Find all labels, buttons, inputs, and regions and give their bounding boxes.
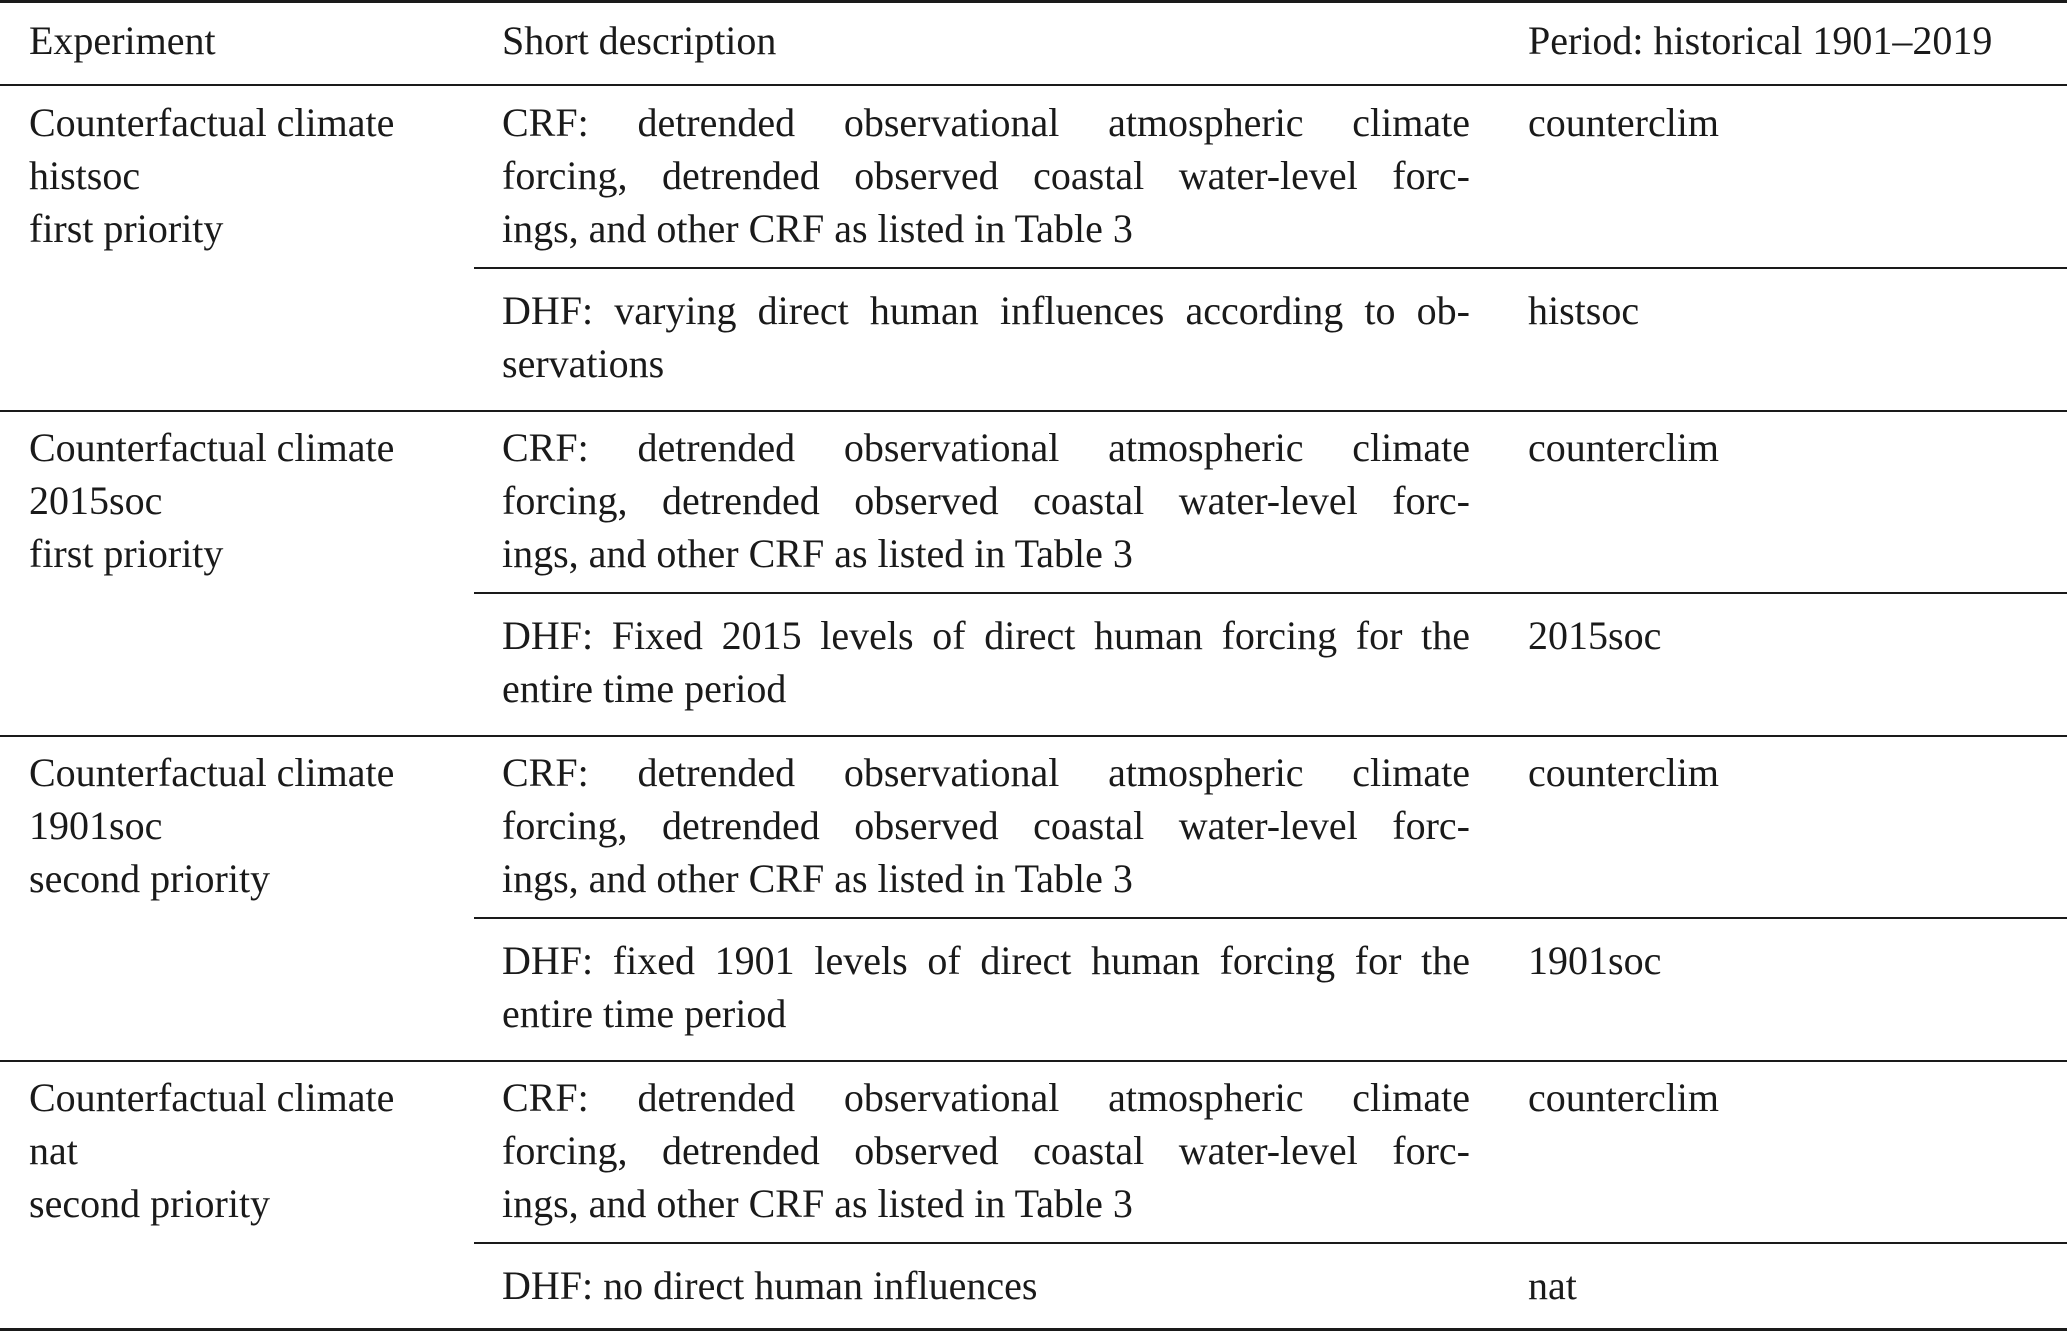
experiment-scenario: histsoc — [29, 153, 141, 198]
dhf-description — [502, 934, 1470, 1040]
description-line: forcing, detrended observed coastal water-level forc- — [502, 478, 1470, 523]
dhf-description — [502, 284, 1470, 390]
crf-period: counterclim — [1528, 100, 1720, 145]
group-3-inner-rule — [474, 917, 2067, 919]
description-line: CRF: detrended observational atmospheric climate — [502, 1075, 1470, 1120]
experiment-cell — [29, 1071, 394, 1230]
experiment-name: Counterfactual climate — [29, 750, 395, 795]
crf-description — [502, 421, 1470, 580]
experiment-scenario: 1901soc — [29, 803, 163, 848]
description-line: servations — [502, 341, 665, 386]
dhf-period: 1901soc — [1528, 938, 1662, 983]
experiment-priority: first priority — [29, 206, 224, 251]
crf-period: counterclim — [1528, 425, 1720, 470]
crf-period: counterclim — [1528, 1075, 1720, 1120]
description-line: entire time period — [502, 991, 787, 1036]
group-4-inner-rule — [474, 1242, 2067, 1244]
experiment-name: Counterfactual climate — [29, 425, 395, 470]
experiment-priority: first priority — [29, 531, 224, 576]
experiment-scenario: nat — [29, 1128, 78, 1173]
dhf-period: nat — [1528, 1263, 1577, 1308]
description-line: entire time period — [502, 666, 787, 711]
crf-description — [502, 746, 1470, 905]
group-2-bottom-rule — [0, 735, 2067, 737]
group-1-inner-rule — [474, 267, 2067, 269]
description-line: ings, and other CRF as listed in Table 3 — [502, 206, 1133, 251]
experiment-name: Counterfactual climate — [29, 100, 395, 145]
header-rule — [0, 84, 2067, 86]
header-period: Period: historical 1901–2019 — [1528, 18, 1993, 63]
description-line: CRF: detrended observational atmospheric climate — [502, 425, 1470, 470]
description-line: DHF: fixed 1901 levels of direct human forcing for the — [502, 938, 1470, 983]
description-line: ings, and other CRF as listed in Table 3 — [502, 1181, 1133, 1226]
crf-description — [502, 96, 1470, 255]
experiment-cell — [29, 421, 394, 580]
group-3-bottom-rule — [0, 1060, 2067, 1062]
description-line: forcing, detrended observed coastal water-level forc- — [502, 803, 1470, 848]
group-1-bottom-rule — [0, 410, 2067, 412]
experiment-priority: second priority — [29, 856, 271, 901]
experiment-priority: second priority — [29, 1181, 271, 1226]
group-2-inner-rule — [474, 592, 2067, 594]
header-experiment: Experiment — [29, 18, 216, 63]
description-line: DHF: varying direct human influences according to ob- — [502, 288, 1470, 333]
experiment-cell — [29, 96, 394, 255]
dhf-period: histsoc — [1528, 288, 1640, 333]
experiment-scenario: 2015soc — [29, 478, 163, 523]
top-rule — [0, 0, 2067, 3]
dhf-description — [502, 1259, 1470, 1312]
dhf-period: 2015soc — [1528, 613, 1662, 658]
description-line: ings, and other CRF as listed in Table 3 — [502, 856, 1133, 901]
crf-period: counterclim — [1528, 750, 1720, 795]
header-description: Short description — [502, 18, 777, 63]
description-line: forcing, detrended observed coastal water-level forc- — [502, 1128, 1470, 1173]
description-line: CRF: detrended observational atmospheric climate — [502, 750, 1470, 795]
description-line: DHF: no direct human influences — [502, 1263, 1038, 1308]
experiment-name: Counterfactual climate — [29, 1075, 395, 1120]
crf-description — [502, 1071, 1470, 1230]
description-line: CRF: detrended observational atmospheric climate — [502, 100, 1470, 145]
description-line: forcing, detrended observed coastal water-level forc- — [502, 153, 1470, 198]
description-line: ings, and other CRF as listed in Table 3 — [502, 531, 1133, 576]
experiment-cell — [29, 746, 394, 905]
description-line: DHF: Fixed 2015 levels of direct human forcing for the — [502, 613, 1470, 658]
dhf-description — [502, 609, 1470, 715]
